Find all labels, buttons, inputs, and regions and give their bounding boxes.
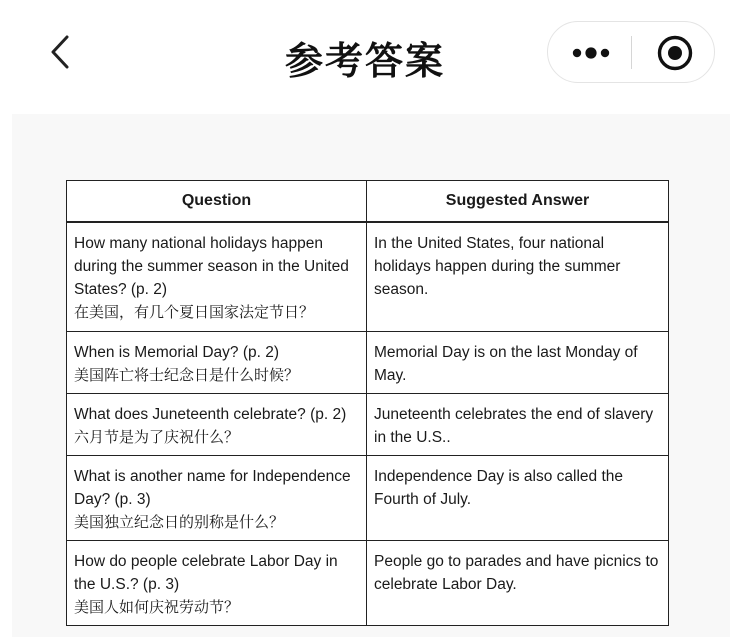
question-cell [67,394,367,456]
question-translation: 在美国，有几个夏日国家法定节日？ [74,303,315,321]
question-text: What does Juneteenth celebrate? (p. 2) [74,406,347,423]
question-cell [67,456,367,541]
answer-cell: In the United States, four national holidays happen during the summer season. [367,222,669,332]
table-row [67,332,669,394]
table-row [67,456,669,541]
more-dots-icon [572,46,612,60]
table-header-row [67,181,669,223]
target-circle-icon [656,34,694,72]
question-translation: 美国独立纪念日的别称是什么？ [74,513,285,531]
answer-cell: Juneteenth celebrates the end of slavery in the U.S.. [367,394,669,456]
close-button[interactable] [632,22,714,82]
mini-program-capsule [547,21,715,83]
answer-table [66,180,669,626]
question-translation: 六月节是为了庆祝什么？ [74,428,240,446]
question-text: When is Memorial Day? (p. 2) [74,344,280,361]
question-cell [67,332,367,394]
page-title: 参考答案 [284,39,445,83]
question-translation: 美国人如何庆祝劳动节？ [74,598,240,616]
table-row [67,394,669,456]
answer-cell: Memorial Day is on the last Monday of May. [367,332,669,394]
table-row [67,541,669,626]
question-cell [67,222,367,332]
question-translation: 美国阵亡将士纪念日是什么时候？ [74,366,300,384]
question-text: What is another name for Independence Day? (p. 3) [74,468,351,508]
question-text: How many national holidays happen during the summer season in the United States? (p. 2) [74,235,349,298]
question-text: How do people celebrate Labor Day in the U.S.? (p. 3) [74,553,338,593]
more-button[interactable] [548,22,630,82]
navigation-bar [0,0,730,106]
table-row [67,222,669,332]
answer-cell: Independence Day is also called the Fourth of July. [367,456,669,541]
answer-cell: People go to parades and have picnics to celebrate Labor Day. [367,541,669,626]
column-header-question: Question [67,181,367,223]
question-cell [67,541,367,626]
column-header-answer: Suggested Answer [367,181,669,223]
